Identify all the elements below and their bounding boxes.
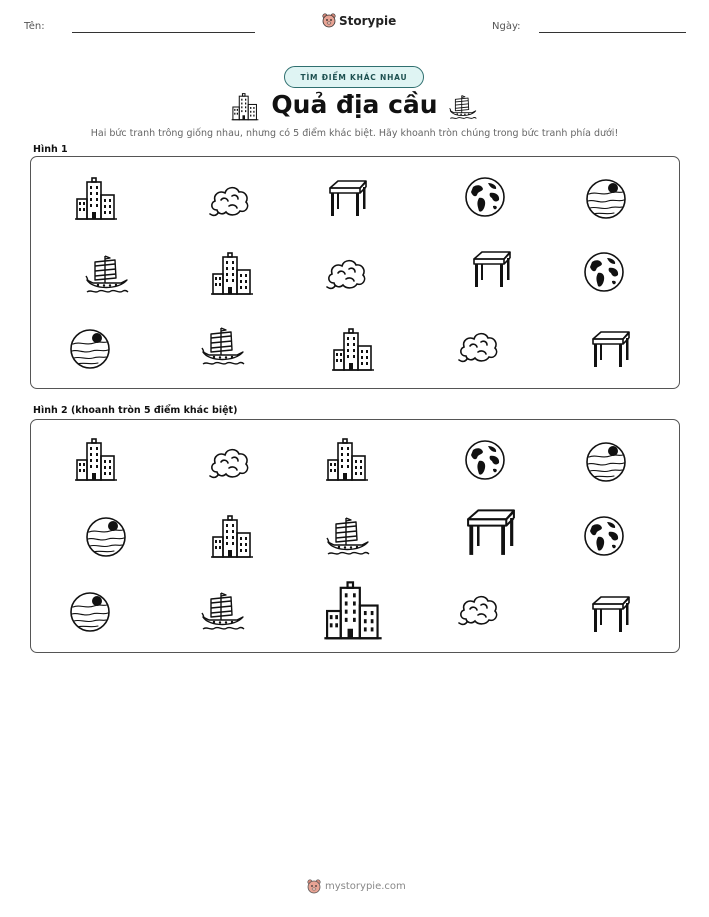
globe-icon[interactable] (582, 250, 626, 294)
instructions: Hai bức tranh trông giống nhau, nhưng có 5 điểm khác biệt. Hãy khoanh tròn chúng trong bức tranh phía dưới! (90, 128, 619, 139)
footer (307, 879, 406, 894)
worksheet-type-badge: TÌM ĐIỂM KHÁC NHAU (284, 66, 424, 88)
brand-name: Storypie (339, 13, 397, 28)
name-label: Tên: (24, 21, 45, 32)
table-icon[interactable] (589, 327, 633, 371)
ship-icon[interactable] (201, 324, 245, 368)
page-title: Quả địa cầu (271, 90, 438, 119)
ship-icon (449, 93, 477, 121)
buildings-icon[interactable] (331, 328, 375, 372)
ship-icon[interactable] (326, 514, 370, 558)
name-line[interactable] (72, 32, 255, 33)
picture1-panel (30, 156, 680, 389)
table-icon[interactable] (470, 247, 514, 291)
buildings-icon[interactable] (325, 438, 369, 482)
buildings-icon[interactable] (74, 177, 118, 221)
planet-icon[interactable] (84, 515, 128, 559)
cloud-icon[interactable] (207, 440, 251, 484)
table-icon[interactable] (461, 504, 521, 560)
picture1-label: Hình 1 (33, 144, 68, 155)
date-line[interactable] (539, 32, 686, 33)
cloud-icon[interactable] (207, 178, 251, 222)
mascot-icon (307, 879, 321, 894)
mascot-icon (322, 13, 336, 28)
globe-icon[interactable] (463, 175, 507, 219)
planet-icon[interactable] (584, 177, 628, 221)
brand-logo (322, 13, 396, 28)
ship-icon[interactable] (85, 252, 129, 296)
planet-icon[interactable] (584, 440, 628, 484)
picture2-panel (30, 419, 680, 653)
ship-icon[interactable] (201, 589, 245, 633)
planet-icon[interactable] (68, 327, 112, 371)
table-icon[interactable] (589, 592, 633, 636)
buildings-icon[interactable] (210, 515, 254, 559)
table-icon[interactable] (326, 176, 370, 220)
cloud-icon[interactable] (456, 324, 500, 368)
planet-icon[interactable] (68, 590, 112, 634)
footer-site[interactable]: mystorypie.com (325, 881, 406, 892)
buildings-icon[interactable] (323, 581, 383, 641)
cloud-icon[interactable] (456, 587, 500, 631)
date-label: Ngày: (492, 21, 521, 32)
buildings-icon[interactable] (210, 252, 254, 296)
picture2-label: Hình 2 (khoanh tròn 5 điểm khác biệt) (33, 405, 238, 416)
buildings-icon[interactable] (74, 438, 118, 482)
globe-icon[interactable] (582, 514, 626, 558)
cloud-icon[interactable] (324, 251, 368, 295)
globe-icon[interactable] (463, 438, 507, 482)
